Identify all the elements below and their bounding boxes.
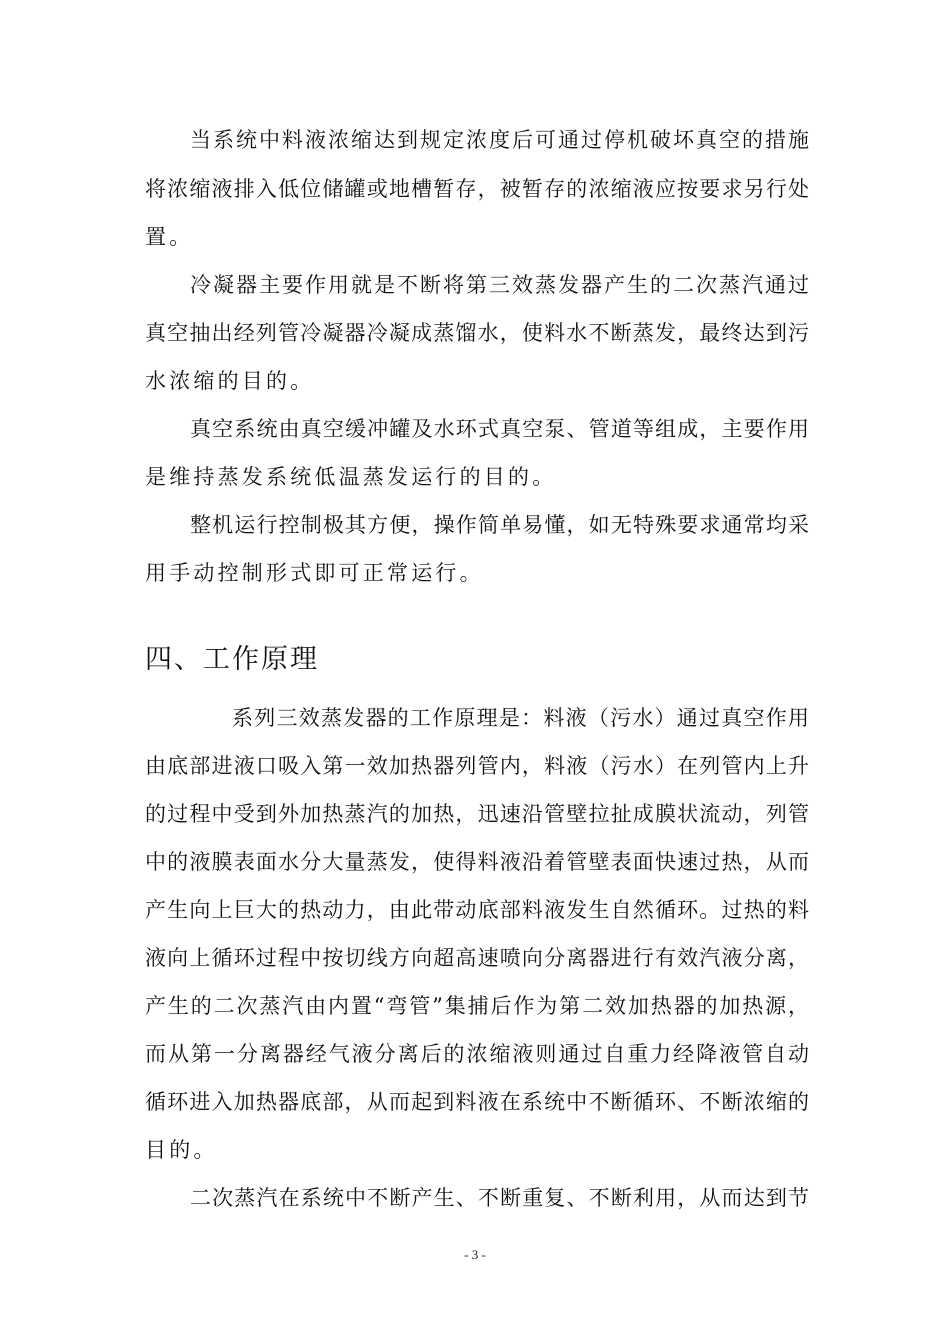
paragraph-line: 目的。 bbox=[145, 1138, 218, 1162]
paragraph-line: 二次蒸汽在系统中不断产生、不断重复、不断利用，从而达到节 bbox=[190, 1186, 809, 1210]
section-heading: 四、工作原理 bbox=[145, 644, 319, 675]
paragraph-line: 中的液膜表面水分大量蒸发，使得料液沿着管壁表面快速过热，从而 bbox=[145, 850, 809, 874]
paragraph-line: 液向上循环过程中按切线方向超高速喷向分离器进行有效汽液分离， bbox=[145, 946, 809, 970]
paragraph-line: 置。 bbox=[145, 225, 194, 249]
paragraph-line: 水浓缩的目的。 bbox=[145, 369, 315, 393]
paragraph-line: 用手动控制形式即可正常运行。 bbox=[145, 561, 484, 585]
paragraph-line: 整机运行控制极其方便，操作简单易懂，如无特殊要求通常均采 bbox=[190, 513, 809, 537]
page-number: - 3 - bbox=[464, 1247, 486, 1262]
paragraph-line: 真空抽出经列管冷凝器冷凝成蒸馏水，使料水不断蒸发，最终达到污 bbox=[145, 321, 809, 345]
paragraph-line: 循环进入加热器底部，从而起到料液在系统中不断循环、不断浓缩的 bbox=[145, 1090, 809, 1114]
paragraph-line: 真空系统由真空缓冲罐及水环式真空泵、管道等组成，主要作用 bbox=[190, 417, 809, 441]
paragraph-line: 系列三效蒸发器的工作原理是：料液（污水）通过真空作用 bbox=[232, 706, 809, 730]
paragraph-line: 而从第一分离器经气液分离后的浓缩液则通过自重力经降液管自动 bbox=[145, 1042, 809, 1066]
paragraph-line: 由底部进液口吸入第一效加热器列管内，料液（污水）在列管内上升 bbox=[145, 754, 809, 778]
paragraph-line: 是维持蒸发系统低温蒸发运行的目的。 bbox=[145, 465, 557, 489]
paragraph-line: 当系统中料液浓缩达到规定浓度后可通过停机破坏真空的措施 bbox=[190, 128, 809, 152]
paragraph-line: 的过程中受到外加热蒸汽的加热，迅速沿管壁拉扯成膜状流动，列管 bbox=[145, 802, 809, 826]
paragraph-line: 产生向上巨大的热动力，由此带动底部料液发生自然循环。过热的料 bbox=[145, 898, 809, 922]
paragraph-line: 产生的二次蒸汽由内置“弯管”集捕后作为第二效加热器的加热源， bbox=[145, 994, 809, 1018]
paragraph-line: 冷凝器主要作用就是不断将第三效蒸发器产生的二次蒸汽通过 bbox=[190, 273, 809, 297]
paragraph-line: 将浓缩液排入低位储罐或地槽暂存，被暂存的浓缩液应按要求另行处 bbox=[145, 177, 809, 201]
